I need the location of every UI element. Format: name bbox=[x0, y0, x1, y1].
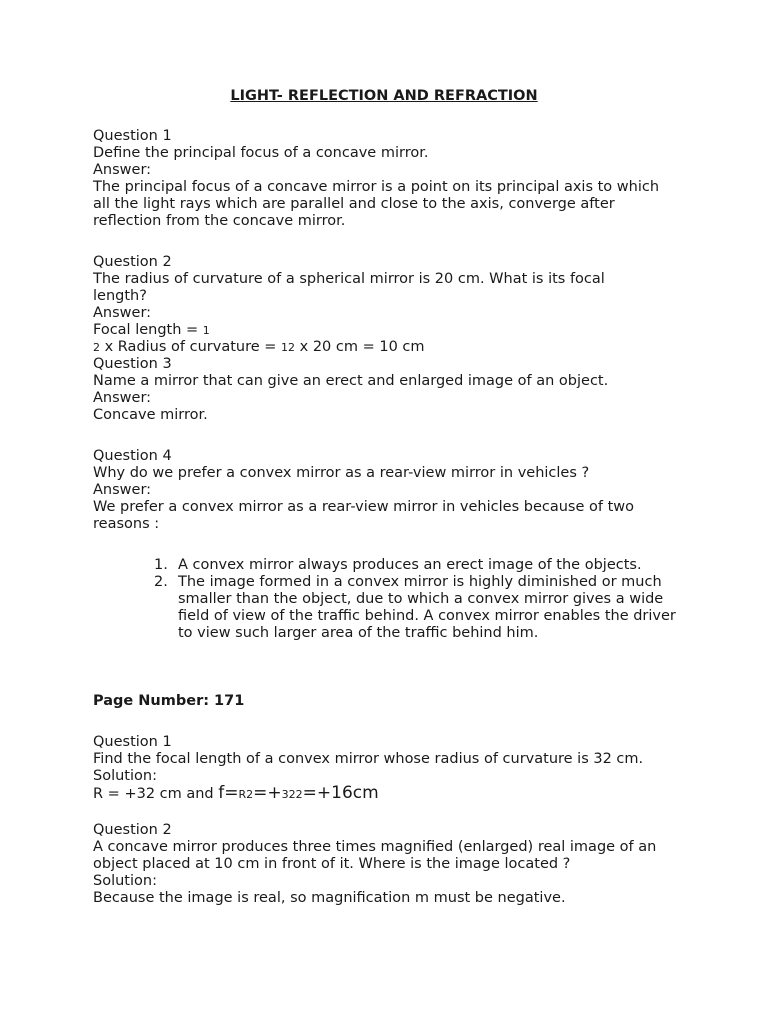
answer-line-2 bbox=[93, 339, 693, 356]
answer-label: Answer: bbox=[93, 162, 152, 178]
answer-line-1 bbox=[93, 322, 693, 339]
question-4-block bbox=[93, 448, 693, 533]
formula-eq1: =+ bbox=[253, 783, 282, 803]
question-label: Question 1 bbox=[93, 734, 172, 750]
p171-question-1-block bbox=[93, 734, 693, 803]
answer-text: The principal focus of a concave mirror is a point on its principal axis to which all the light rays which are parallel and close to the axis, converge after reflection from the concave mirror. bbox=[93, 179, 660, 229]
list-text: The image formed in a convex mirror is highly diminished or much smaller than the object, due to which a convex mirror gives a wide field of view of the traffic behind. A convex mirror enables the driver to view such larger area of the traffic behind him. bbox=[178, 574, 676, 641]
question-text: Why do we prefer a convex mirror as a rear-view mirror in vehicles ? bbox=[93, 465, 590, 481]
list-number: 2. bbox=[154, 574, 168, 590]
list-item bbox=[154, 557, 684, 574]
list-number: 1. bbox=[154, 557, 168, 573]
question-label: Question 1 bbox=[93, 128, 172, 144]
answer-label: Answer: bbox=[93, 390, 152, 406]
solution-text: R = +32 cm and bbox=[93, 786, 219, 802]
fraction-inline: 12 bbox=[281, 341, 296, 354]
page-title: LIGHT- REFLECTION AND REFRACTION bbox=[230, 88, 538, 104]
solution-label: Solution: bbox=[93, 873, 157, 889]
question-text: Define the principal focus of a concave mirror. bbox=[93, 145, 429, 161]
formula-eq2: =+16cm bbox=[302, 783, 379, 803]
question-2-block bbox=[93, 254, 693, 356]
answer-text: We prefer a convex mirror as a rear-view mirror in vehicles because of two reasons : bbox=[93, 499, 634, 532]
answer-text: Focal length = bbox=[93, 322, 203, 338]
solution-label: Solution: bbox=[93, 768, 157, 784]
question-text: Name a mirror that can give an erect and enlarged image of an object. bbox=[93, 373, 609, 389]
question-label: Question 2 bbox=[93, 822, 172, 838]
answer-text: Concave mirror. bbox=[93, 407, 208, 423]
list-text: A convex mirror always produces an erect image of the objects. bbox=[178, 557, 642, 573]
formula-r2: R2 bbox=[238, 788, 254, 801]
reasons-list bbox=[154, 557, 684, 642]
question-1-block bbox=[93, 128, 693, 230]
p171-question-2-block bbox=[93, 822, 693, 907]
question-label: Question 2 bbox=[93, 254, 172, 270]
question-text: Find the focal length of a convex mirror whose radius of curvature is 32 cm. bbox=[93, 751, 644, 767]
list-item bbox=[154, 574, 684, 642]
question-text: The radius of curvature of a spherical mirror is 20 cm. What is its focal length? bbox=[93, 271, 605, 304]
question-label: Question 3 bbox=[93, 356, 172, 372]
question-text: A concave mirror produces three times magnified (enlarged) real image of an object placed at 10 cm in front of it. Where is the image located ? bbox=[93, 839, 657, 872]
fraction-denominator: 2 bbox=[93, 341, 100, 354]
fraction-numerator: 1 bbox=[202, 324, 210, 337]
question-3-block bbox=[93, 356, 693, 424]
page-number-heading: Page Number: 171 bbox=[93, 693, 245, 709]
formula-322: 322 bbox=[281, 788, 303, 801]
answer-text: x Radius of curvature = bbox=[100, 339, 282, 355]
solution-text: Because the image is real, so magnification m must be negative. bbox=[93, 890, 566, 906]
question-label: Question 4 bbox=[93, 448, 172, 464]
answer-label: Answer: bbox=[93, 305, 152, 321]
solution-line bbox=[93, 785, 693, 803]
formula-f: f= bbox=[218, 783, 239, 803]
answer-label: Answer: bbox=[93, 482, 152, 498]
answer-text: x 20 cm = 10 cm bbox=[295, 339, 425, 355]
